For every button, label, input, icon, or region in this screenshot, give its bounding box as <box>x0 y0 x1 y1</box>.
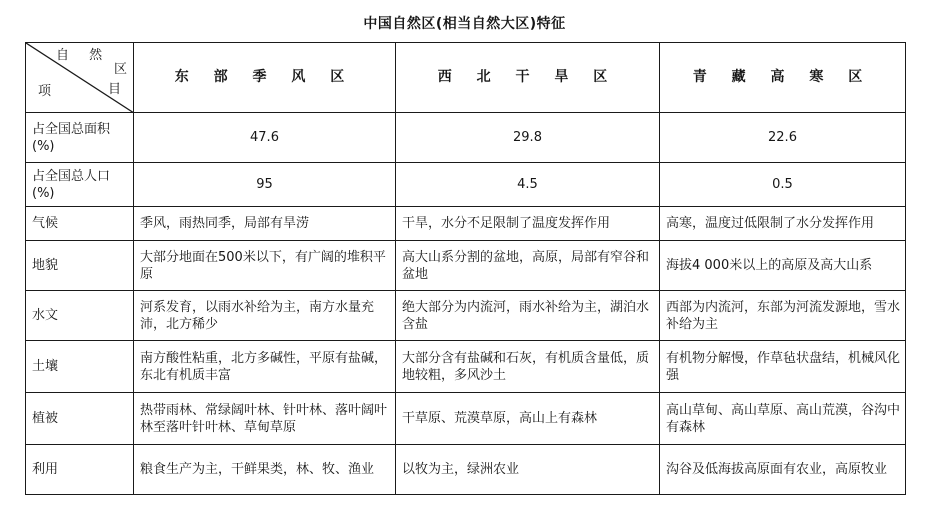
corner-label-xiang: 项 <box>38 84 60 99</box>
table-row <box>26 163 906 207</box>
cell-landform-tibet: 海拔4 000米以上的高原及高大山系 <box>660 241 906 291</box>
cell-area-northwest: 29.8 <box>396 113 660 163</box>
cell-pop-east: 95 <box>134 163 396 207</box>
corner-label-ziran: 自 然 <box>56 48 111 63</box>
cell-utilization-northwest: 以牧为主，绿洲农业 <box>396 445 660 495</box>
cell-climate-east: 季风，雨热同季，局部有旱涝 <box>134 207 396 241</box>
row-label-vegetation: 植被 <box>26 393 134 445</box>
cell-area-tibet: 22.6 <box>660 113 906 163</box>
cell-hydrology-tibet: 西部为内流河，东部为河流发源地，雪水补给为主 <box>660 291 906 341</box>
cell-vegetation-east: 热带雨林、常绿阔叶林、针叶林、落叶阔叶林至落叶针叶林、草甸草原 <box>134 393 396 445</box>
cell-utilization-east: 粮食生产为主，干鲜果类，林、牧、渔业 <box>134 445 396 495</box>
corner-label-qu: 区 <box>113 62 127 77</box>
cell-climate-tibet: 高寒，温度过低限制了水分发挥作用 <box>660 207 906 241</box>
cell-utilization-tibet: 沟谷及低海拔高原面有农业，高原牧业 <box>660 445 906 495</box>
cell-vegetation-northwest: 干草原、荒漠草原，高山上有森林 <box>396 393 660 445</box>
cell-pop-tibet: 0.5 <box>660 163 906 207</box>
row-label-soil: 土壤 <box>26 341 134 393</box>
cell-hydrology-northwest: 绝大部分为内流河，雨水补给为主，湖泊水含盐 <box>396 291 660 341</box>
corner-cell <box>26 43 134 113</box>
cell-landform-east: 大部分地面在500米以下，有广阔的堆积平原 <box>134 241 396 291</box>
header-east-monsoon: 东 部 季 风 区 <box>134 43 396 113</box>
cell-area-east: 47.6 <box>134 113 396 163</box>
table-title: 中国自然区(相当自然大区)特征 <box>363 16 566 32</box>
header-northwest-arid: 西 北 干 旱 区 <box>396 43 660 113</box>
header-qinghai-tibet: 青 藏 高 寒 区 <box>660 43 906 113</box>
table-row <box>26 241 906 291</box>
cell-soil-tibet: 有机物分解慢，作草毡状盘结，机械风化强 <box>660 341 906 393</box>
natural-region-table <box>25 42 906 495</box>
table-row <box>26 113 906 163</box>
row-label-climate: 气候 <box>26 207 134 241</box>
cell-climate-northwest: 干旱，水分不足限制了温度发挥作用 <box>396 207 660 241</box>
table-row <box>26 341 906 393</box>
cell-hydrology-east: 河系发育，以雨水补给为主，南方水量充沛，北方稀少 <box>134 291 396 341</box>
row-label-hydrology: 水文 <box>26 291 134 341</box>
cell-soil-northwest: 大部分含有盐碱和石灰，有机质含量低，质地较粗，多风沙土 <box>396 341 660 393</box>
table-row <box>26 207 906 241</box>
cell-pop-northwest: 4.5 <box>396 163 660 207</box>
cell-vegetation-tibet: 高山草甸、高山草原、高山荒漠，谷沟中有森林 <box>660 393 906 445</box>
row-label-area: 占全国总面积(%) <box>26 113 134 163</box>
cell-soil-east: 南方酸性粘重，北方多碱性，平原有盐碱，东北有机质丰富 <box>134 341 396 393</box>
table-row <box>26 393 906 445</box>
header-row <box>26 43 906 113</box>
row-label-landform: 地貌 <box>26 241 134 291</box>
row-label-utilization: 利用 <box>26 445 134 495</box>
corner-label-mu: 目 <box>107 82 121 97</box>
table-row <box>26 291 906 341</box>
cell-landform-northwest: 高大山系分割的盆地，高原，局部有窄谷和盆地 <box>396 241 660 291</box>
row-label-population: 占全国总人口(%) <box>26 163 134 207</box>
table-row <box>26 445 906 495</box>
